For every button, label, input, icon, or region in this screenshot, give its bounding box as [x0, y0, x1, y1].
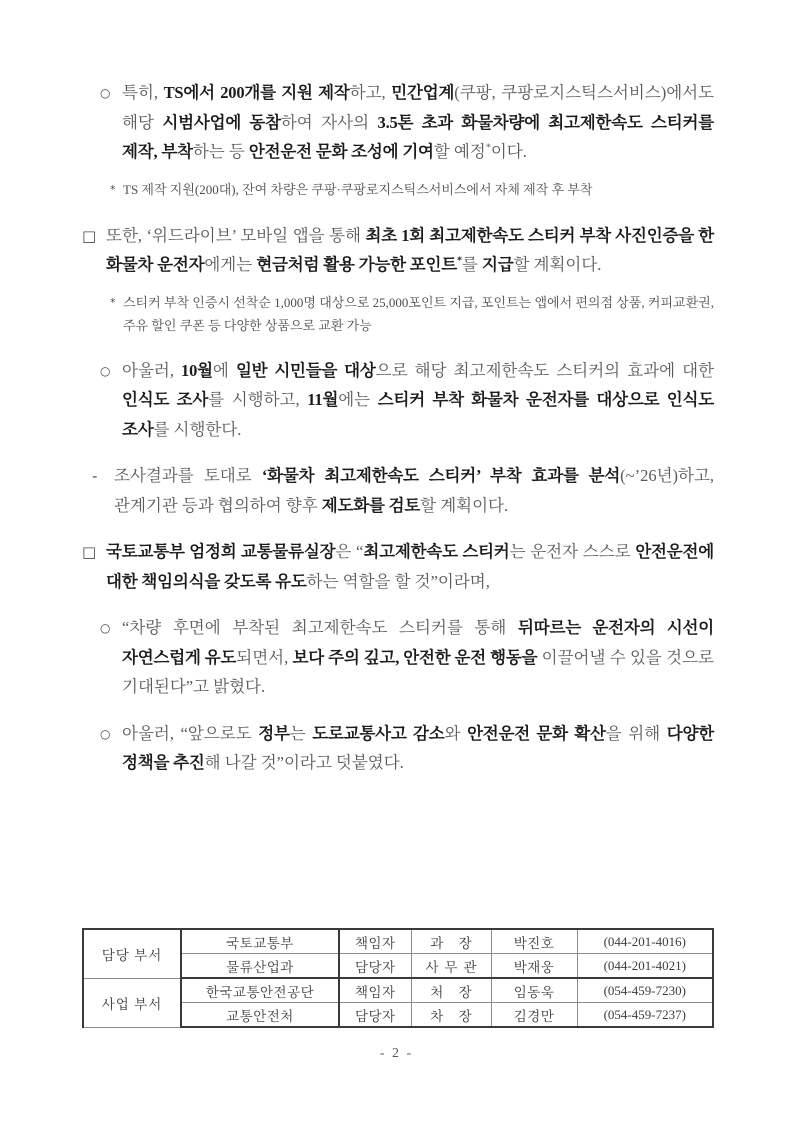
paragraph-quote-policy [82, 719, 714, 778]
cell-department: 물류산업과 [181, 954, 339, 979]
paragraph-text: 특히, TS에서 200개를 지원 제작하고, 민간업계(쿠팡, 쿠팡로지스틱스서비스)에서도 해당 시범사업에 동참하여 자사의 3.5톤 초과 화물차량에 최고제한속도 스티커를 제작, 부착하는 등 안전운전 문화 조성에 기여할 예정*이다. [122, 83, 715, 161]
paragraph-text: 아울러, “앞으로도 정부는 도로교통사고 감소와 안전운전 문화 확산을 위해 다양한 정책을 추진해 나갈 것”이라고 덧붙였다. [122, 723, 714, 772]
cell-title: 처 장 [411, 978, 491, 1003]
footnote-text: TS 제작 지원(200대), 잔여 차량은 쿠팡·쿠팡로지스틱스서비스에서 자체 제작 후 부착 [123, 181, 593, 197]
paragraph-widrive-app [82, 221, 714, 280]
square-bullet-icon: □ [82, 226, 97, 245]
circle-bullet-icon: ○ [100, 621, 111, 635]
cell-name: 임동욱 [491, 978, 577, 1003]
footnote-ts-support [82, 178, 714, 202]
dash-bullet-icon: - [92, 467, 98, 485]
paragraph-text: 국토교통부 엄정희 교통물류실장은 “최고제한속도 스티커는 운전자 스스로 안전운전에 대한 책임의식을 갖도록 유도하는 역할을 할 것”이라며, [106, 542, 715, 591]
cell-department: 교통안전처 [181, 1003, 339, 1028]
table-row [83, 929, 713, 954]
contact-table [82, 928, 714, 1028]
cell-group: 담당 부서 [83, 929, 181, 978]
cell-name: 박재웅 [491, 954, 577, 979]
cell-role: 책임자 [339, 929, 411, 954]
cell-title: 과 장 [411, 929, 491, 954]
cell-name: 김경만 [491, 1003, 577, 1028]
paragraph-text: 조사결과를 토대로 ‘화물차 최고제한속도 스티커’ 부착 효과를 분석(~’26년)하고, 관계기관 등과 협의하여 향후 제도화를 검토할 계획이다. [114, 466, 715, 515]
circle-bullet-icon: ○ [100, 86, 111, 100]
page-number: - 2 - [379, 1046, 414, 1061]
cell-title: 차 장 [411, 1003, 491, 1028]
cell-title: 사무관 [411, 954, 491, 979]
cell-phone: (044-201-4016) [577, 929, 713, 954]
paragraph-survey-plan [82, 356, 714, 445]
circle-bullet-icon: ○ [100, 363, 111, 378]
cell-role: 책임자 [339, 978, 411, 1003]
circle-bullet-icon: ○ [100, 726, 111, 741]
paragraph-text: 또한, ‘위드라이브’ 모바일 앱을 통해 최초 1회 최고제한속도 스티커 부착 사진인증을 한 화물차 운전자에게는 현금처럼 활용 가능한 포인트*를 지급할 계획이다. [106, 225, 714, 274]
paragraph-official-quote [82, 537, 714, 596]
cell-name: 박진호 [491, 929, 577, 954]
paragraph-ts-support [82, 78, 714, 167]
paragraph-text: “차량 후면에 부착된 최고제한속도 스티커를 통해 뒤따르는 운전자의 시선이 자연스럽게 유도되면서, 보다 주의 깊고, 안전한 운전 행동을 이끌어낼 수 있을 것으로 기대된다”고 밝혔다. [122, 618, 715, 696]
cell-phone: (054-459-7230) [577, 978, 713, 1003]
paragraph-analysis-plan [82, 461, 714, 520]
footnote-point-detail [82, 291, 714, 337]
document-body [82, 78, 714, 795]
footnote-text: 스티커 부착 인증시 선착순 1,000명 대상으로 25,000포인트 지급, 포인트는 앱에서 편의점 상품, 커피교환권, 주유 할인 쿠폰 등 다양한 상품으로 교환 가능 [123, 294, 714, 333]
cell-role: 담당자 [339, 954, 411, 979]
cell-phone: (054-459-7237) [577, 1003, 713, 1028]
square-bullet-icon: □ [82, 543, 97, 561]
contact-table-container [82, 928, 712, 1028]
cell-department: 한국교통안전공단 [181, 978, 339, 1003]
table-row [83, 978, 713, 1003]
paragraph-text: 아울러, 10월에 일반 시민들을 대상으로 해당 최고제한속도 스티커의 효과에 대한 인식도 조사를 시행하고, 11월에는 스티커 부착 화물차 운전자를 대상으로 인식도 조사를 시행한다. [122, 360, 714, 439]
cell-group: 사업 부서 [83, 978, 181, 1027]
asterisk-marker: * [110, 295, 116, 309]
asterisk-marker: * [110, 182, 116, 196]
paragraph-quote-effect [82, 613, 714, 702]
cell-role: 담당자 [339, 1003, 411, 1028]
cell-phone: (044-201-4021) [577, 954, 713, 979]
cell-department: 국토교통부 [181, 929, 339, 954]
